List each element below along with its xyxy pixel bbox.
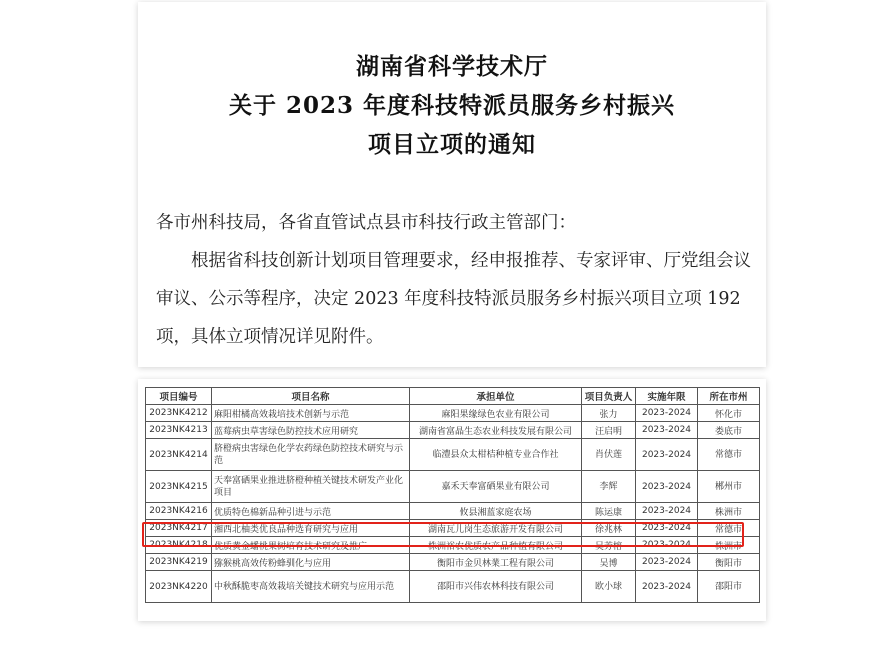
cell-project-name: 优质特色棉新品种引进与示范 xyxy=(212,503,410,520)
cell-project-id: 2023NK4212 xyxy=(146,405,212,422)
title-line-1: 湖南省科学技术厅 xyxy=(356,53,548,80)
table-row xyxy=(146,554,760,571)
cell-project-id: 2023NK4219 xyxy=(146,554,212,571)
cell-city: 怀化市 xyxy=(698,405,760,422)
table-row xyxy=(146,422,760,439)
cell-leader: 李辉 xyxy=(582,471,636,503)
cell-organization: 衡阳市金贝林業工程有限公司 xyxy=(410,554,582,571)
cell-project-id: 2023NK4220 xyxy=(146,571,212,603)
table-header-row xyxy=(146,388,760,405)
cell-project-id: 2023NK4218 xyxy=(146,537,212,554)
notice-paragraph: 根据省科技创新计划项目管理要求，经申报推荐、专家评审、厅党组会议审议、公示等程序，决定 2023 年度科技特派员服务乡村振兴项目立项 192 项，具体立项情况详见附件。 xyxy=(156,251,751,347)
cell-organization: 攸县湘蓝家庭农场 xyxy=(410,503,582,520)
header-project-name: 项目名称 xyxy=(212,388,410,405)
cell-organization: 湖南瓦儿岗生态旅游开发有限公司 xyxy=(410,520,582,537)
cell-project-id: 2023NK4217 xyxy=(146,520,212,537)
cell-project-name: 中秋酥脆枣高效栽培关键技术研究与应用示范 xyxy=(212,571,410,603)
cell-project-name: 猕猴桃高效传粉蜂驯化与应用 xyxy=(212,554,410,571)
header-leader: 项目负责人 xyxy=(582,388,636,405)
cell-leader: 欧小球 xyxy=(582,571,636,603)
cell-period: 2023-2024 xyxy=(636,571,698,603)
salutation: 各市州科技局，各省直管试点县市科技行政主管部门： xyxy=(156,213,576,233)
cell-project-name: 蓝莓病虫草害绿色防控技术应用研究 xyxy=(212,422,410,439)
header-organization: 承担单位 xyxy=(410,388,582,405)
cell-city: 常德市 xyxy=(698,439,760,471)
cell-organization: 麻阳果缘绿色农业有限公司 xyxy=(410,405,582,422)
cell-leader: 吴芳榕 xyxy=(582,537,636,554)
cell-organization: 株洲裕农优质农产品种植有限公司 xyxy=(410,537,582,554)
notice-document xyxy=(138,2,766,367)
cell-period: 2023-2024 xyxy=(636,554,698,571)
cell-organization: 邵阳市兴伟农林科技有限公司 xyxy=(410,571,582,603)
notice-title xyxy=(138,47,766,164)
table-row xyxy=(146,471,760,503)
cell-leader: 吴博 xyxy=(582,554,636,571)
cell-organization: 临澧县众太柑桔种植专业合作社 xyxy=(410,439,582,471)
cell-project-name: 湘西北柚类优良品种选育研究与应用 xyxy=(212,520,410,537)
cell-leader: 肖伏莲 xyxy=(582,439,636,471)
cell-period: 2023-2024 xyxy=(636,537,698,554)
cell-city: 株洲市 xyxy=(698,537,760,554)
cell-city: 邵阳市 xyxy=(698,571,760,603)
cell-leader: 汪启明 xyxy=(582,422,636,439)
cell-city: 娄底市 xyxy=(698,422,760,439)
cell-city: 常德市 xyxy=(698,520,760,537)
table-row xyxy=(146,405,760,422)
project-table-attachment xyxy=(138,379,766,621)
header-city: 所在市州 xyxy=(698,388,760,405)
cell-project-name: 天奉富硒果业推进脐橙种植关键技术研发产业化项目 xyxy=(212,471,410,503)
table-row-highlighted xyxy=(146,520,760,537)
notice-body xyxy=(156,204,756,356)
cell-project-id: 2023NK4216 xyxy=(146,503,212,520)
cell-period: 2023-2024 xyxy=(636,422,698,439)
cell-period: 2023-2024 xyxy=(636,439,698,471)
cell-period: 2023-2024 xyxy=(636,503,698,520)
cell-project-id: 2023NK4213 xyxy=(146,422,212,439)
header-period: 实施年限 xyxy=(636,388,698,405)
cell-leader: 陈运康 xyxy=(582,503,636,520)
cell-period: 2023-2024 xyxy=(636,520,698,537)
cell-organization: 湖南省富晶生态农业科技发展有限公司 xyxy=(410,422,582,439)
cell-project-id: 2023NK4214 xyxy=(146,439,212,471)
cell-city: 衡阳市 xyxy=(698,554,760,571)
table-row xyxy=(146,439,760,471)
project-table xyxy=(145,387,760,603)
title-line-2: 关于 2023 年度科技特派员服务乡村振兴 xyxy=(228,92,676,119)
cell-city: 郴州市 xyxy=(698,471,760,503)
cell-period: 2023-2024 xyxy=(636,471,698,503)
cell-leader: 张力 xyxy=(582,405,636,422)
cell-project-name: 麻阳柑橘高效栽培技术创新与示范 xyxy=(212,405,410,422)
table-row xyxy=(146,503,760,520)
cell-period: 2023-2024 xyxy=(636,405,698,422)
cell-leader: 徐兆林 xyxy=(582,520,636,537)
cell-project-name: 优质黄金蟠桃果树培育技术研究及推广 xyxy=(212,537,410,554)
cell-organization: 嘉禾天奉富硒果业有限公司 xyxy=(410,471,582,503)
header-project-id: 项目编号 xyxy=(146,388,212,405)
cell-city: 株洲市 xyxy=(698,503,760,520)
cell-project-name: 脐橙病虫害绿色化学农药绿色防控技术研究与示范 xyxy=(212,439,410,471)
title-line-3: 项目立项的通知 xyxy=(368,131,536,158)
table-row xyxy=(146,571,760,603)
table-row xyxy=(146,537,760,554)
cell-project-id: 2023NK4215 xyxy=(146,471,212,503)
